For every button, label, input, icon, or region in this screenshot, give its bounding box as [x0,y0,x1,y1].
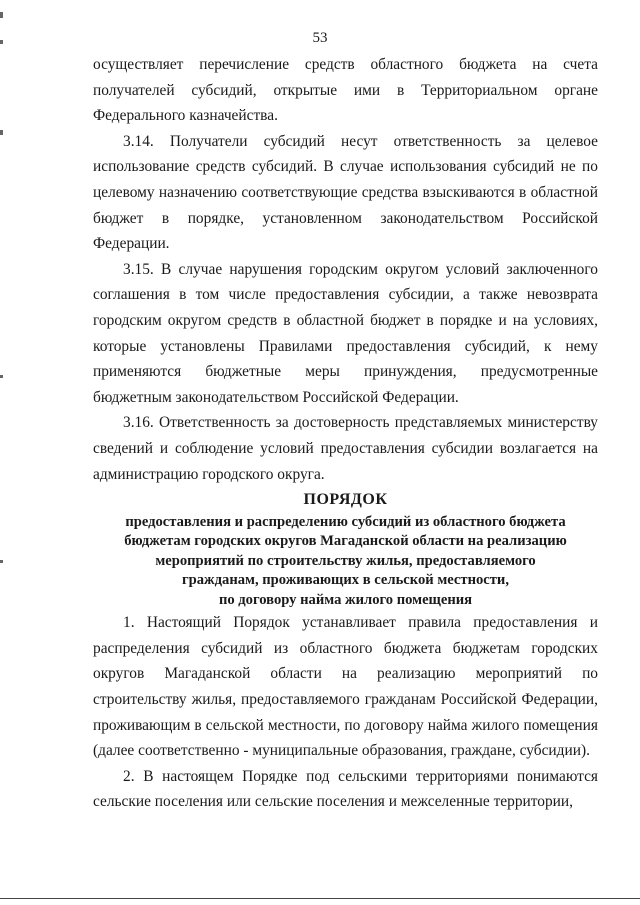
subtitle-line: мероприятий по строительству жилья, предоставляемого [155,552,536,569]
subtitle-line: предоставления и распределению субсидий из областного бюджета [125,513,566,530]
section-title: ПОРЯДОК [303,491,388,509]
paragraph-2: 2. В настоящем Порядке под сельскими территориями понимаются сельские поселения или сельские поселения и межселенные территории, [93,767,598,811]
document-body [93,52,598,815]
paragraph-3-14: 3.14. Получатели субсидий несут ответственность за целевое использование средств субсидий. В случае использования субсидий не по целевому назначению соответствующие средства взыскиваются в областной бюджет в порядке, установленном законодательством Российской Федерации. [93,132,598,253]
paragraph-3-15: 3.15. В случае нарушения городским округом условий заключенного соглашения в том числе предоставления субсидии, а также невозврата городским округом средств в областной бюджет в порядке и на условиях, которые установлены Правилами предоставления субсидий, к нему применяются бюджетные меры принуждения, предусмотренные бюджетным законодательством Российской Федерации. [93,260,598,406]
section-subtitle [93,513,598,611]
scan-mark [0,12,3,18]
subtitle-line: гражданам, проживающих в сельской местности, [182,572,509,589]
subtitle-line: по договору найма жилого помещения [218,591,473,608]
scan-bottom-edge [0,898,640,899]
paragraph-1: 1. Настоящий Порядок устанавливает правила предоставления и распределения субсидий из областного бюджета бюджетам городских округов Магаданской области на реализацию мероприятий по строительству жилья, предоставляемого гражданам Российской Федерации, проживающим в сельской местности, по договору найма жилого помещения (далее соответственно - муниципальные образования, граждане, субсидии). [93,614,598,760]
scan-mark [0,375,3,378]
scan-mark [0,560,3,563]
subtitle-line: бюджетам городских округов Магаданской области на реализацию [124,533,567,550]
scan-mark [0,130,3,135]
paragraph-3-16: 3.16. Ответственность за достоверность представляемых министерству сведений и соблюдение условий предоставления субсидии возлагается на администрацию городского округа. [93,414,598,483]
paragraph-continuation: осуществляет перечисление средств областного бюджета на счета получателей субсидий, открытые ими в Территориальном органе Федерального казначейства. [93,56,598,125]
page-number: 53 [312,30,328,46]
scan-edge [0,0,4,905]
